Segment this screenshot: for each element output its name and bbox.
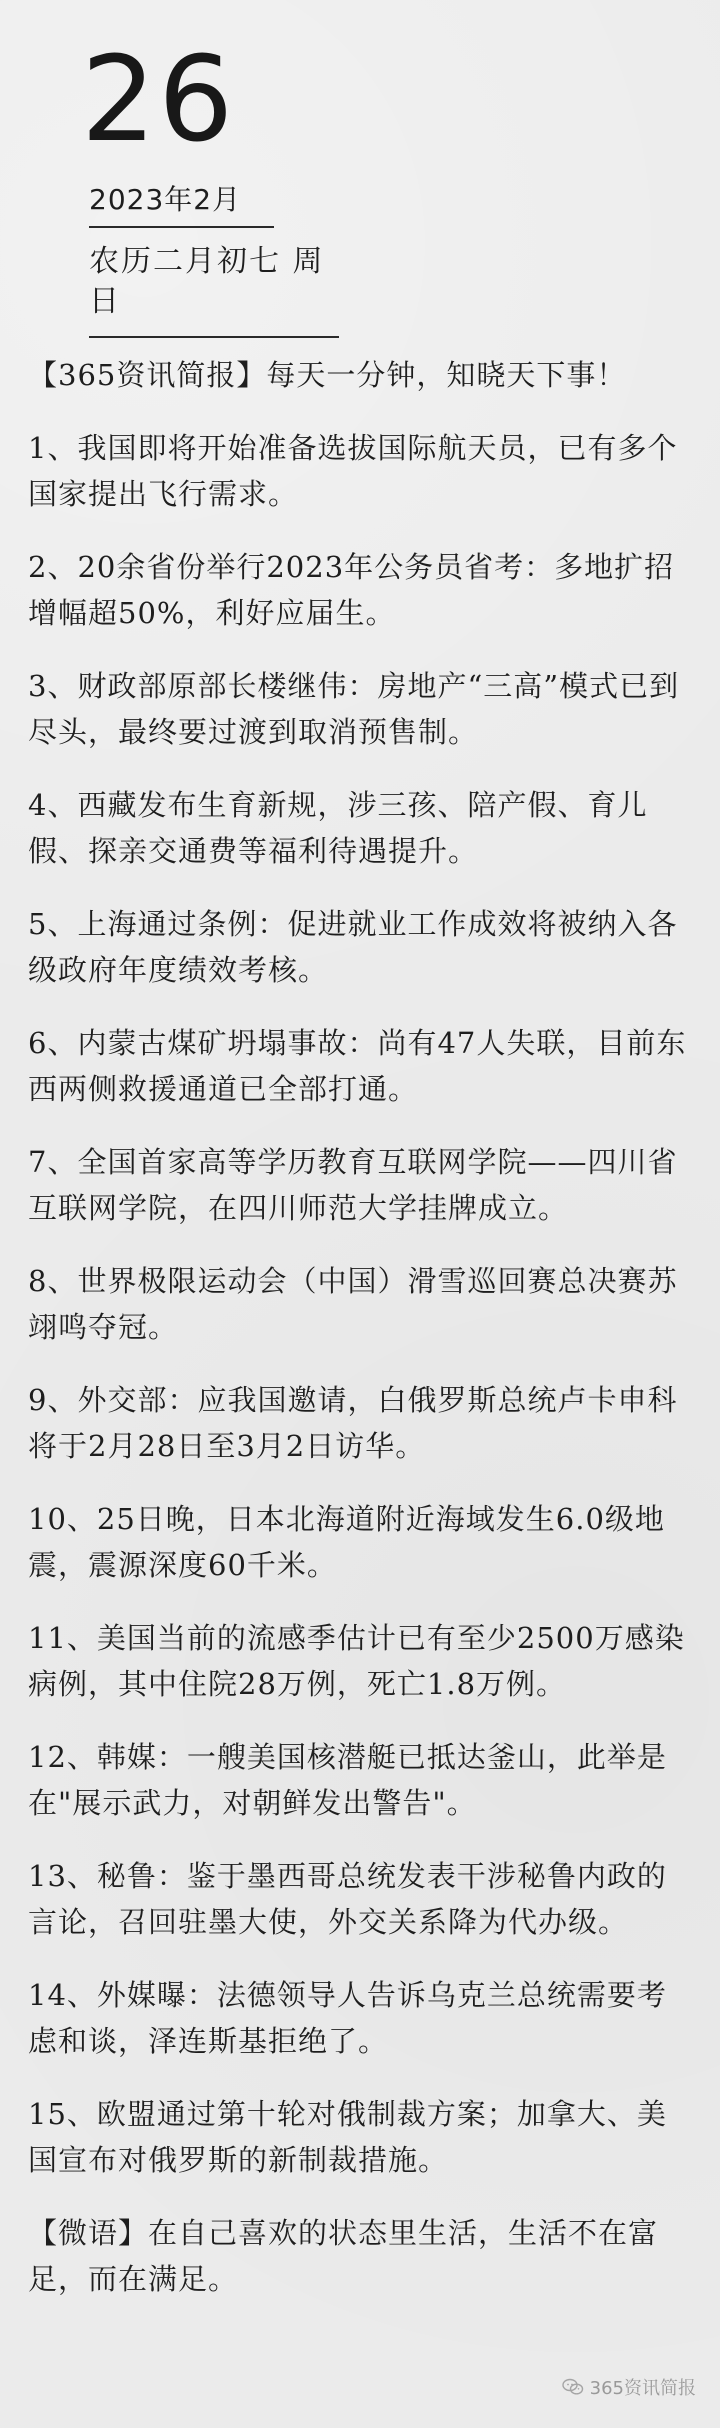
news-item-6: 6、内蒙古煤矿坍塌事故：尚有47人失联，目前东西两侧救援通道已全部打通。 [28,1026,687,1106]
news-item-10: 10、25日晚，日本北海道附近海域发生6.0级地震，震源深度60千米。 [28,1502,665,1582]
year-month: 2023年2月 [89,183,242,216]
news-item-4: 4、西藏发布生育新规，涉三孩、陪产假、育儿假、探亲交通费等福利待遇提升。 [28,788,648,868]
news-item-13: 13、秘鲁：鉴于墨西哥总统发表干涉秘鲁内政的言论，召回驻墨大使，外交关系降为代办级。 [28,1859,667,1939]
divider-line [89,226,274,228]
news-item-15: 15、欧盟通过第十轮对俄制裁方案；加拿大、美国宣布对俄罗斯的新制裁措施。 [28,2097,667,2177]
news-item-12: 12、韩媒：一艘美国核潜艇已抵达釜山，此举是在"展示武力，对朝鲜发出警告"。 [28,1740,667,1820]
news-item-3: 3、财政部原部长楼继伟：房地产“三高”模式已到尽头，最终要过渡到取消预售制。 [28,669,680,749]
watermark [562,2374,696,2400]
news-item-11: 11、美国当前的流感季估计已有至少2500万感染病例，其中住院28万例，死亡1.8万例。 [28,1621,685,1701]
news-item-1: 1、我国即将开始准备选拔国际航天员，已有多个国家提出飞行需求。 [28,431,678,511]
news-item-2: 2、20余省份举行2023年公务员省考：多地扩招增幅超50%，利好应届生。 [28,550,675,630]
news-content [28,352,692,2302]
intro-text: 【365资讯简报】每天一分钟，知晓天下事！ [28,358,627,392]
wechat-icon [562,2378,584,2396]
news-item-5: 5、上海通过条例：促进就业工作成效将被纳入各级政府年度绩效考核。 [28,907,678,987]
lunar-date-weekday: 农历二月初七 周日 [89,244,325,319]
quote-text: 【微语】在自己喜欢的状态里生活，生活不在富足，而在满足。 [28,2216,659,2296]
divider-line [89,336,339,338]
date-header [81,30,349,338]
news-item-14: 14、外媒曝：法德领导人告诉乌克兰总统需要考虑和谈，泽连斯基拒绝了。 [28,1978,667,2058]
day-number: 26 [81,30,236,168]
watermark-text: 365资讯简报 [589,2378,696,2399]
news-item-7: 7、全国首家高等学历教育互联网学院——四川省互联网学院，在四川师范大学挂牌成立。 [28,1145,678,1225]
news-item-8: 8、世界极限运动会（中国）滑雪巡回赛总决赛苏翊鸣夺冠。 [28,1264,678,1344]
news-item-9: 9、外交部：应我国邀请，白俄罗斯总统卢卡申科将于2月28日至3月2日访华。 [28,1383,678,1463]
